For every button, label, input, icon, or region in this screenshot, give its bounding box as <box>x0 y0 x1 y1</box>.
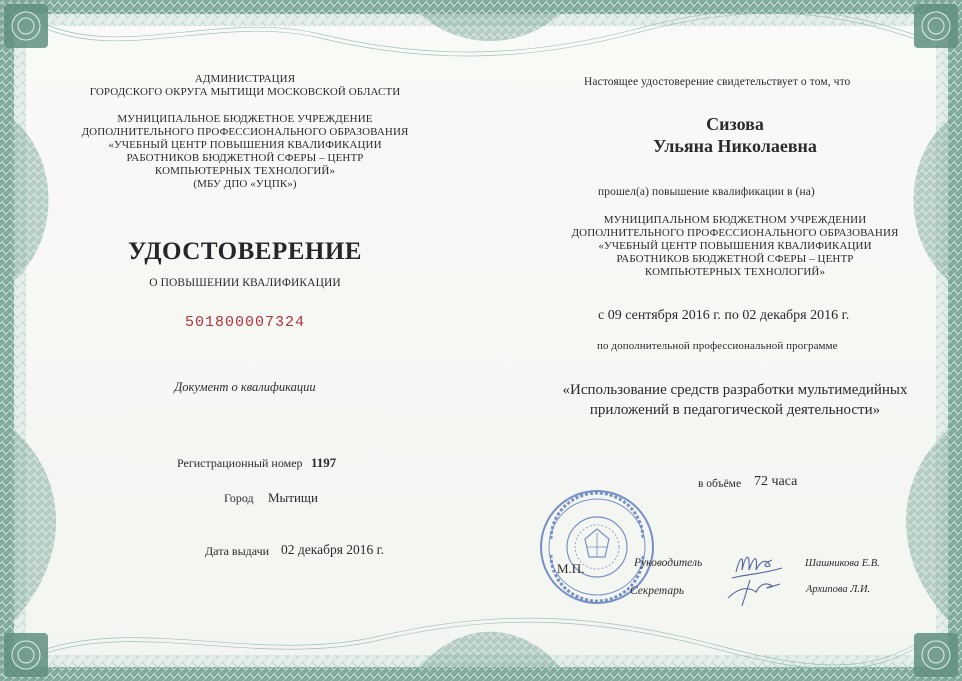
org-line-1: МУНИЦИПАЛЬНОЕ БЮДЖЕТНОЕ УЧРЕЖДЕНИЕ <box>117 113 373 125</box>
org-line-4: РАБОТНИКОВ БЮДЖЕТНОЙ СФЕРЫ – ЦЕНТР <box>126 152 364 164</box>
page-title: УДОСТОВЕРЕНИЕ <box>128 238 362 265</box>
passed-text: прошел(а) повышение квалификации в (на) <box>598 186 815 198</box>
issue-date: 02 декабря 2016 г. <box>281 542 385 557</box>
volume-label: в объёме <box>698 478 742 490</box>
intro-text: Настоящее удостоверение свидетельствует о том, что <box>584 76 851 88</box>
secretary-label: Секретарь <box>630 585 685 597</box>
head-label: Руководитель <box>634 557 703 569</box>
org-line-2: ДОПОЛНИТЕЛЬНОГО ПРОФЕССИОНАЛЬНОГО ОБРАЗОВАНИЯ <box>81 126 409 138</box>
study-period: с 09 сентября 2016 г. по 02 декабря 2016 г. <box>598 308 850 323</box>
secretary-name: Архипова Л.И. <box>806 584 871 595</box>
right-org-line-2: ДОПОЛНИТЕЛЬНОГО ПРОФЕССИОНАЛЬНОГО ОБРАЗОВАНИЯ <box>571 227 899 239</box>
org-line-6: (МБУ ДПО «УЦПК») <box>193 178 297 190</box>
program-line-2: приложений в педагогической деятельности» <box>589 402 881 418</box>
recipient-name: Ульяна Николаевна <box>653 136 817 156</box>
right-org-line-4: РАБОТНИКОВ БЮДЖЕТНОЙ СФЕРЫ – ЦЕНТР <box>616 253 854 265</box>
right-org-line-3: «УЧЕБНЫЙ ЦЕНТР ПОВЫШЕНИЯ КВАЛИФИКАЦИИ <box>598 240 872 252</box>
page-subtitle: О ПОВЫШЕНИИ КВАЛИФИКАЦИИ <box>149 277 341 289</box>
program-line-1: «Использование средств разработки мультимедийных <box>562 382 908 398</box>
mp-label: М.П. <box>557 561 585 576</box>
program-label: по дополнительной профессиональной программе <box>597 340 838 352</box>
city-label: Город <box>224 491 254 505</box>
city-value: Мытищи <box>268 490 318 505</box>
right-org-line-1: МУНИЦИПАЛЬНОМ БЮДЖЕТНОМ УЧРЕЖДЕНИИ <box>603 214 867 226</box>
issue-label: Дата выдачи <box>205 544 270 558</box>
head-name: Шашникова Е.В. <box>805 558 880 569</box>
right-org-line-5: КОМПЬЮТЕРНЫХ ТЕХНОЛОГИЙ» <box>644 266 826 278</box>
reg-number: 1197 <box>311 455 337 470</box>
doc-type: Документ о квалификации <box>174 380 316 394</box>
reg-label: Регистрационный номер <box>177 456 303 470</box>
admin-line-2: ГОРОДСКОГО ОКРУГА МЫТИЩИ МОСКОВСКОЙ ОБЛАСТИ <box>89 86 401 98</box>
signature-marks <box>722 540 792 610</box>
volume-value: 72 часа <box>754 474 798 489</box>
serial-number: 501800007324 <box>184 314 306 331</box>
org-line-5: КОМПЬЮТЕРНЫХ ТЕХНОЛОГИЙ» <box>154 165 336 177</box>
recipient-surname: Сизова <box>706 114 764 134</box>
admin-line-1: АДМИНИСТРАЦИЯ <box>194 73 296 85</box>
org-line-3: «УЧЕБНЫЙ ЦЕНТР ПОВЫШЕНИЯ КВАЛИФИКАЦИИ <box>108 139 382 151</box>
